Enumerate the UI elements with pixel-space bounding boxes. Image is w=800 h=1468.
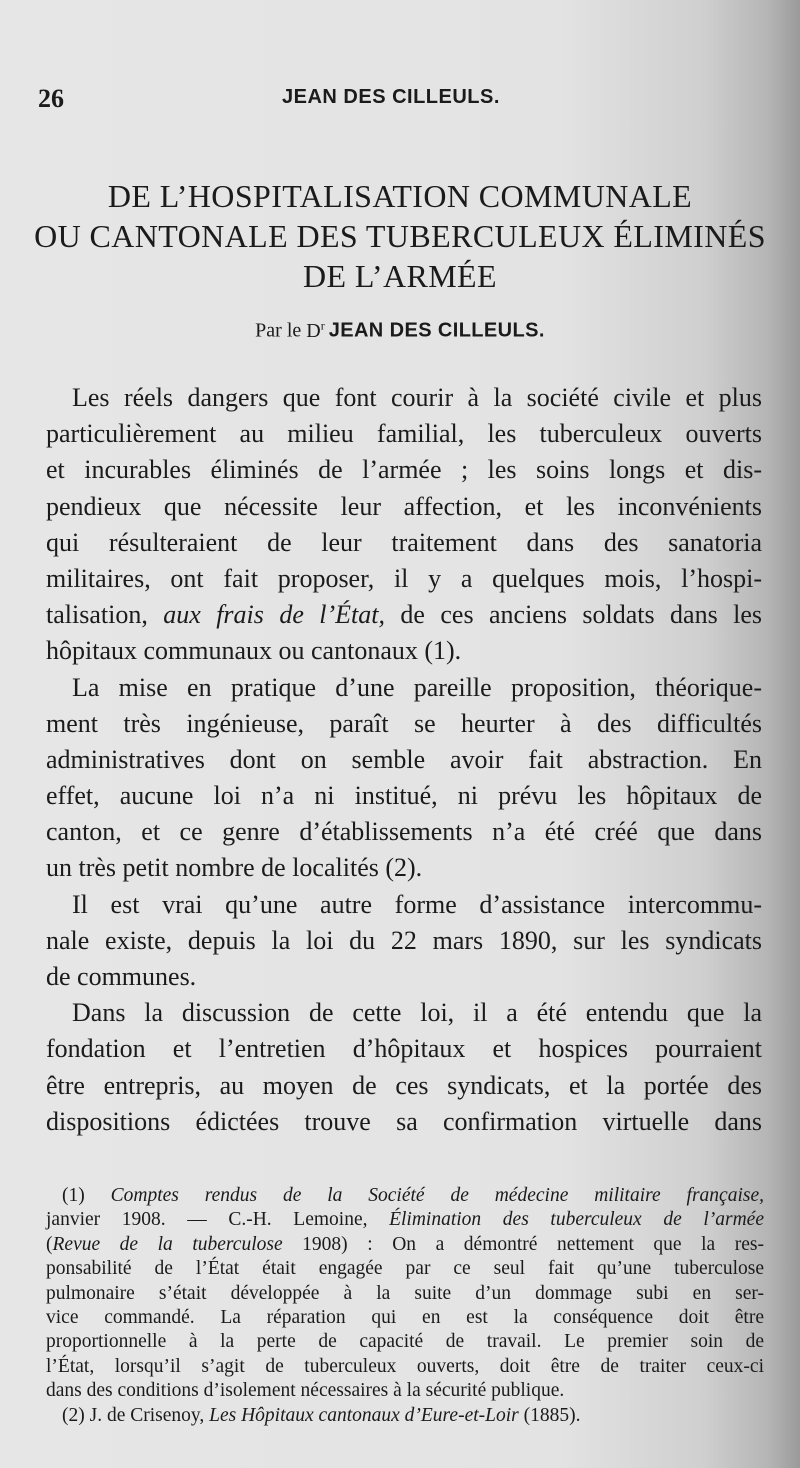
title-line: OU CANTONALE DES TUBERCULEUX ÉLIMINÉS xyxy=(34,218,766,254)
paragraph-line: pendieux que nécessite leur affection, et les inconvénients xyxy=(46,491,762,521)
footnote-line: vice commandé. La réparation qui en est la conséquence doit être xyxy=(46,1306,764,1328)
paragraph-line: canton, et ce genre d’établissements n’a été créé que dans xyxy=(46,817,762,847)
paragraph-line: effet, aucune loi n’a ni institué, ni prévu les hôpitaux de xyxy=(46,781,762,811)
paragraph-line: ment très ingénieuse, paraît se heurter à des difficultés xyxy=(46,708,762,738)
paragraph-line: La mise en pratique d’une pareille proposition, théorique- xyxy=(72,672,762,702)
footnote-line: janvier 1908. — C.-H. Lemoine, Élimination des tuberculeux de l’armée xyxy=(46,1209,764,1231)
byline-prefix: Par le xyxy=(255,319,307,342)
running-head xyxy=(38,84,758,114)
footnote-line: pulmonaire s’était développée à la suite d’un dommage subi en ser- xyxy=(46,1282,764,1304)
byline-title: $D^r$ xyxy=(306,318,325,342)
footnote-line: ponsabilité de l’État était engagée par ce seul fait qu’une tuberculose xyxy=(46,1258,764,1280)
footnote-line: (Revue de la tuberculose 1908) : On a démontré nettement que la res- xyxy=(46,1233,764,1255)
page-number: 26 xyxy=(38,84,64,113)
footnotes xyxy=(46,1184,764,1428)
paragraph-line: militaires, ont fait proposer, il y a quelques mois, l’hospi- xyxy=(46,563,762,593)
paragraph-line: Il est vrai qu’une autre forme d’assistance intercommu- xyxy=(72,889,762,919)
footnote-line: l’État, lorsqu’il s’agit de tuberculeux ouverts, doit être de traiter ceux-ci xyxy=(46,1355,764,1377)
paragraph-line: Dans la discussion de cette loi, il a été entendu que la xyxy=(72,998,762,1028)
byline xyxy=(0,318,800,343)
title-line: DE L’ARMÉE xyxy=(303,258,497,294)
paragraph-line: nale existe, depuis la loi du 22 mars 1890, sur les syndicats xyxy=(46,925,762,955)
italic-phrase: aux frais de l’État, xyxy=(163,600,385,630)
running-title: JEAN DES CILLEULS. xyxy=(282,86,500,108)
paragraph-line: fondation et l’entretien d’hôpitaux et hospices pourraient xyxy=(46,1034,762,1064)
paragraph-line: Les réels dangers que font courir à la société civile et plus xyxy=(72,383,762,412)
paragraph-line: administratives dont on semble avoir fait abstraction. En xyxy=(46,744,762,774)
paragraph-line: dispositions édictées trouve sa confirmation virtuelle dans xyxy=(46,1106,762,1136)
paragraph-line: de communes. xyxy=(46,962,197,991)
paragraph-line: être entrepris, au moyen de ces syndicats, et la portée des xyxy=(46,1070,762,1100)
paragraph-line: particulièrement au milieu familial, les tuberculeux ouverts xyxy=(46,419,762,449)
paragraph-line: talisation, aux frais de l’État, de ces anciens soldats dans les xyxy=(46,600,762,630)
footnote-line: (1) Comptes rendus de la Société de médecine militaire française, xyxy=(62,1185,764,1206)
paragraph-line: qui résulteraient de leur traitement dans des sanatoria xyxy=(46,527,762,557)
title-line: DE L’HOSPITALISATION COMMUNALE xyxy=(107,178,693,214)
paragraph-line: un très petit nombre de localités (2). xyxy=(46,853,423,883)
paragraph-line: hôpitaux communaux ou cantonaux (1). xyxy=(46,636,462,666)
body-text xyxy=(46,380,762,1140)
paragraph-line: et incurables éliminés de l’armée ; les soins longs et dis- xyxy=(46,455,762,485)
footnote-line: proportionnelle à la perte de capacité de travail. Le premier soin de xyxy=(46,1331,764,1353)
footnote-line: dans des conditions d’isolement nécessaires à la sécurité publique. xyxy=(46,1380,565,1402)
footnote-line: (2) J. de Crisenoy, Les Hôpitaux cantonaux d’Eure-et-Loir (1885). xyxy=(62,1404,581,1426)
article-title xyxy=(30,176,770,296)
byline-author: JEAN DES CILLEULS. xyxy=(328,319,545,342)
